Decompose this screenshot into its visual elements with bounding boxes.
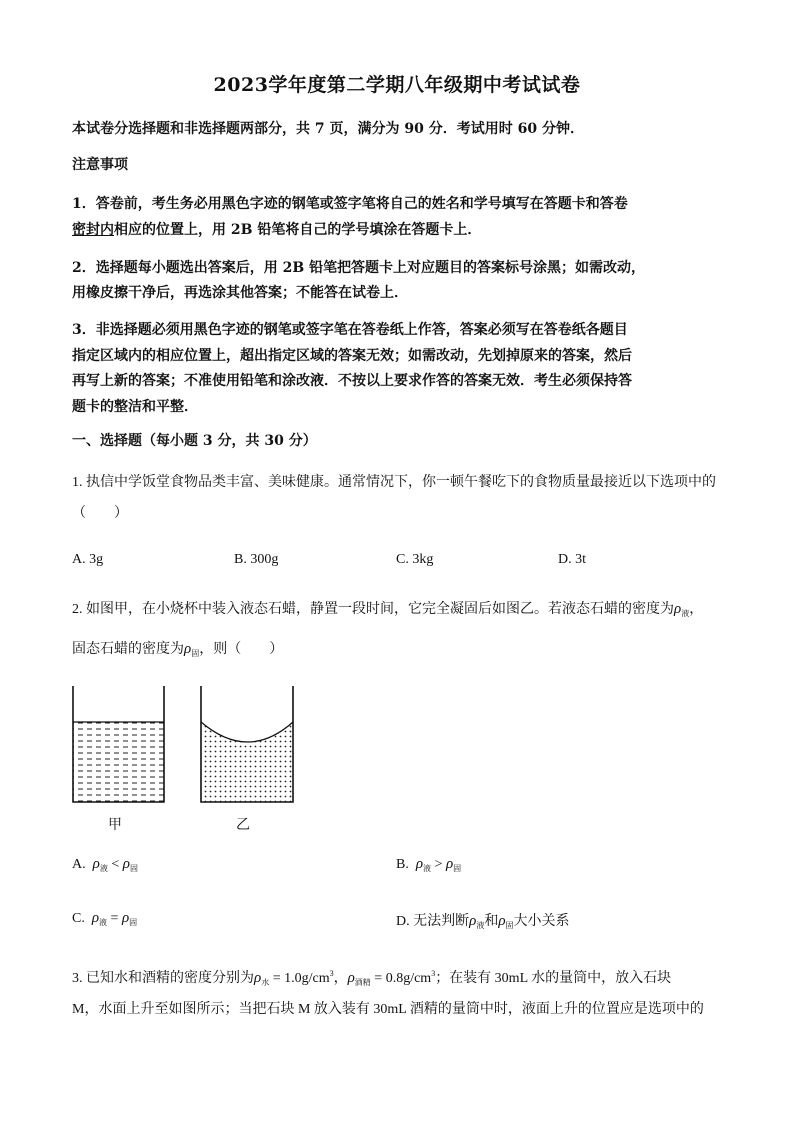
note-1-rest: 相应的位置上，用 2B 铅笔将自己的学号填涂在答题卡上．	[114, 222, 482, 238]
figure-caption-yi: 乙	[236, 818, 250, 833]
option-label: A.	[72, 857, 86, 872]
exam-intro: 本试卷分选择题和非选择题两部分，共 7 页，满分为 90 分．考试用时 60 分钟．	[72, 121, 584, 137]
rho-symbol: ρ	[415, 856, 424, 872]
q2-option-d	[396, 910, 570, 931]
note-3-line-4: 题卡的整洁和平整．	[72, 399, 198, 415]
note-3-line-2: 指定区域内的相应位置上，超出指定区域的答案无效；如需改动，先划掉原来的答案，然后	[72, 348, 632, 364]
note-2-line-1: 2．选择题每小题选出答案后，用 2B 铅笔把答题卡上对应题目的答案标号涂黑；如需改动，	[72, 260, 646, 276]
q3-stem-line-1: 3. 已知水和酒精的密度分别为$\rho_水 = 1.0g/cm^3$，$\rho_{酒精} = 0.8g/cm^3$；在装有 30mL 水的量筒中，放入石块	[72, 969, 672, 987]
water-subscript: 水	[261, 978, 270, 987]
q2-stem-solid-text: 固态石蜡的密度为	[72, 642, 184, 657]
q1-stem-line-2: （ ）	[72, 506, 128, 521]
note-3-line-3: 再写上新的答案；不准使用铅笔和涂改液．不按以上要求作答的答案无效．考生必须保持答	[72, 373, 632, 389]
rho-symbol: ρ	[92, 856, 100, 872]
rho-symbol: ρ	[498, 913, 506, 929]
rho-symbol: ρ	[122, 856, 130, 872]
note-1-underlined: 密封内	[72, 222, 114, 238]
q1-option-c: C. 3kg	[396, 552, 434, 567]
liquid-subscript: 液	[99, 864, 108, 873]
q1-option-d: D. 3t	[558, 552, 586, 567]
option-label: B.	[396, 857, 409, 872]
rho-symbol: ρ	[254, 970, 262, 986]
less-than-sign: <	[111, 857, 120, 872]
note-1-line-1: 1．答卷前，考生务必用黑色字迹的钢笔或签字笔将自己的姓名和学号填写在答题卡和答卷	[72, 196, 628, 212]
q2-option-a	[72, 856, 138, 874]
solid-subscript: 固	[453, 864, 462, 873]
q2-stem-line-1: 2. 如图甲，在小烧杯中装入液态石蜡，静置一段时间，它完全凝固后如图乙。若液态石蜡的密度为$\rho_液$，	[72, 601, 704, 618]
option-d-end: 大小关系	[513, 914, 570, 929]
equals-sign: =	[110, 911, 119, 926]
option-d-and: 和	[484, 914, 499, 929]
note-2-line-2: 用橡皮擦干净后，再选涂其他答案；不能答在试卷上．	[72, 285, 408, 301]
greater-than-sign: >	[434, 857, 443, 872]
solid-subscript: 固	[505, 921, 514, 930]
rho-symbol: ρ	[184, 641, 192, 657]
q2-option-c	[72, 910, 137, 928]
liquid-subscript: 液	[681, 609, 690, 618]
liquid-subscript: 液	[476, 921, 485, 930]
liquid-subscript: 液	[99, 918, 108, 927]
beaker-figure	[68, 684, 300, 806]
solid-subscript: 固	[191, 649, 200, 658]
page-title: 2023学年度第二学期八年级期中考试试卷	[213, 74, 581, 96]
section-heading: 一、选择题（每小题 3 分，共 30 分）	[72, 433, 317, 449]
rho-symbol: ρ	[121, 910, 130, 926]
rho-symbol: ρ	[91, 910, 100, 926]
rho-symbol: ρ	[347, 970, 355, 986]
option-label: C.	[72, 911, 85, 926]
alcohol-subscript: 酒精	[354, 978, 371, 987]
q1-option-a: A. 3g	[72, 552, 104, 567]
note-3-line-1: 3．非选择题必须用黑色字迹的钢笔或签字笔在答卷纸上作答，答案必须写在答卷纸各题目	[72, 322, 628, 338]
notes-heading: 注意事项	[72, 157, 128, 173]
q2-stem-line-2	[72, 632, 722, 671]
q1-stem-line-1: 1. 执信中学饭堂食物品类丰富、美味健康。通常情况下，你一顿午餐吃下的食物质量最接近以下选项中的	[72, 475, 716, 490]
cube-superscript: 3	[329, 969, 334, 978]
q3-stem-text: 3. 已知水和酒精的密度分别为	[72, 971, 254, 986]
note-1-line-2	[72, 213, 722, 247]
q1-option-b: B. 300g	[234, 552, 279, 567]
figure-caption-jia: 甲	[108, 818, 122, 833]
q3-stem-line-2: M，水面上升至如图所示；当把石块 M 放入装有 30mL 酒精的量筒中时，液面上升的位置应是选项中的	[72, 1002, 704, 1017]
q2-option-b	[396, 856, 461, 874]
q2-stem-end: ，则（ ）	[199, 642, 284, 657]
beaker-solid	[201, 686, 293, 802]
q3-stem-continuation: ；在装有 30mL 水的量筒中，放入石块	[435, 971, 672, 986]
beaker-liquid	[73, 686, 164, 802]
rho-symbol: ρ	[469, 913, 477, 929]
rho-symbol: ρ	[674, 601, 682, 617]
solid-subscript: 固	[129, 918, 138, 927]
rho-symbol: ρ	[445, 856, 454, 872]
water-density: = 1.0g/cm	[269, 971, 330, 986]
option-label: D. 无法判断	[396, 914, 470, 929]
liquid-subscript: 液	[423, 864, 432, 873]
solid-subscript: 固	[129, 864, 138, 873]
alcohol-density: = 0.8g/cm	[370, 971, 432, 986]
q2-stem-text: 2. 如图甲，在小烧杯中装入液态石蜡，静置一段时间，它完全凝固后如图乙。若液态石蜡的密度为	[72, 602, 674, 617]
cube-superscript: 3	[431, 969, 436, 978]
